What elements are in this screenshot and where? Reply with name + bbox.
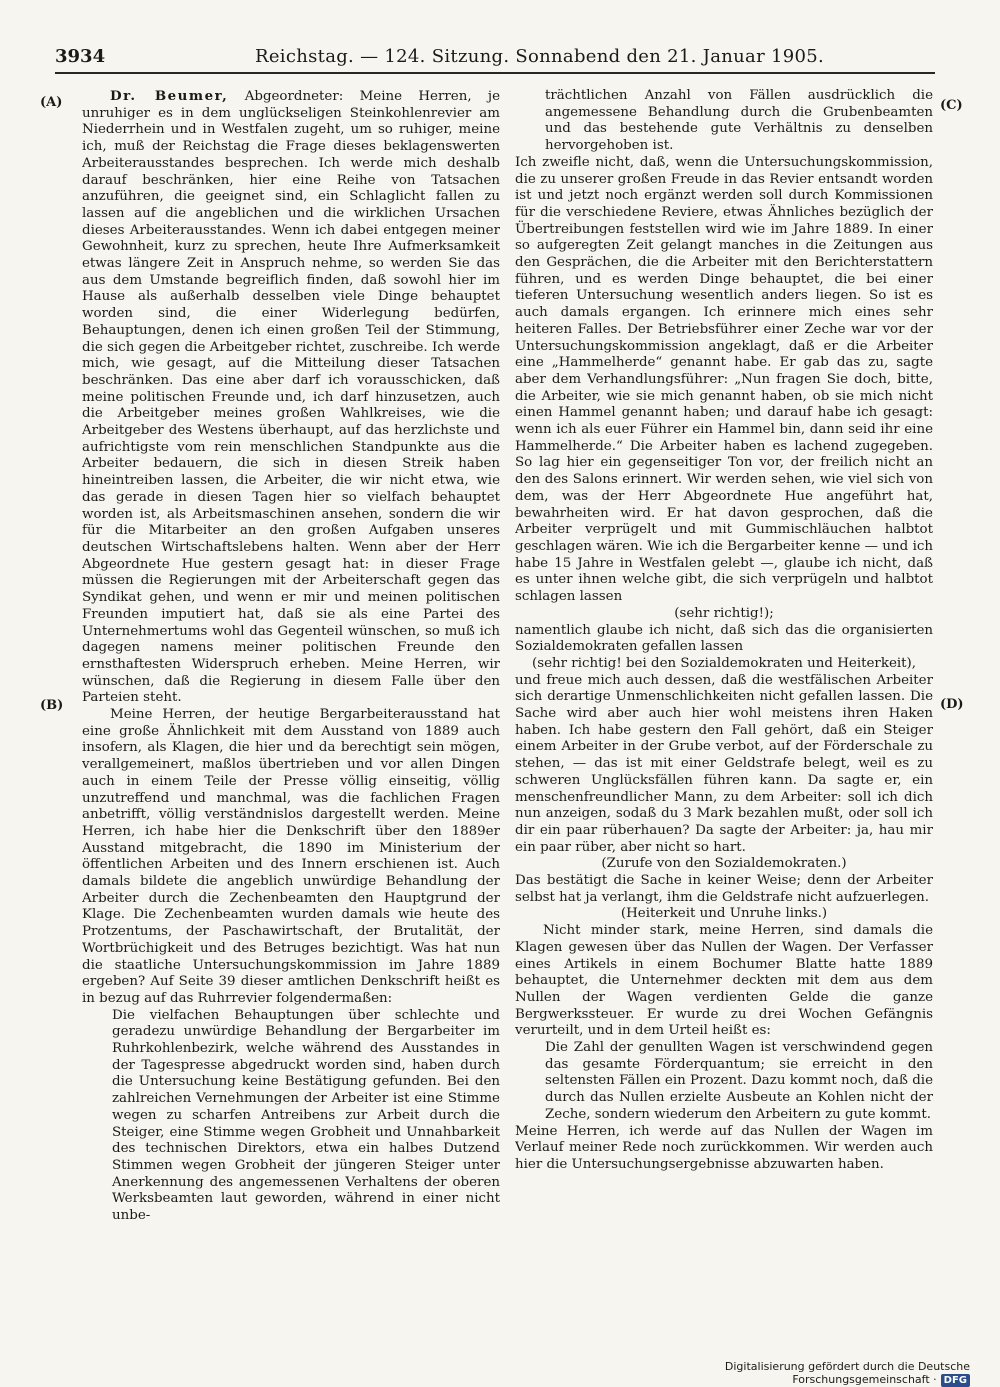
paragraph: namentlich glaube ich nicht, daß sich das die organisierten Sozialdemokraten gefallen lassen <box>515 622 933 655</box>
interjection: (Heiterkeit und Unruhe links.) <box>620 906 828 922</box>
paragraph: Ich zweifle nicht, daß, wenn die Untersuchungskommission, die zu unserer großen Freude in das Revier entsandt worden ist und jetzt noch ergänzt werden soll durch Kommissionen für die verschiedene Reviere, etwas Ähnliches bezüglich der Übertreibungen feststellen wird wie im Jahre 1889. In einer so aufgeregten Zeit gelangt manches in die Zeitungen aus den Gesprächen, die die Arbeiter mit den Berichterstattern führen, und es werden Dinge behauptet, die bei einer tieferen Untersuchung wesentlich anders liegen. So ist es auch damals ergangen. Ich erinnere mich eines sehr heiteren Falles. Der Betriebsführer einer Zeche war vor der Untersuchungskommission angeklagt, daß er die Arbeiter eine „Hammelherde“ genannt habe. Er gab das zu, sagte aber dem Verhandlungsführer: „Nun fragen Sie doch, bitte, die Arbeiter, wie sie mich genannt haben, ob sie mich nicht einen Hammel genannt haben; und darauf habe ich gesagt: wenn ich als euer Führer ein Hammel bin, dann seid ihr eine Hammelherde.“ Die Arbeiter haben es lachend zugegeben. So lag hier ein gegenseitiger Ton vor, der freilich nicht an den des Salons erinnert. Wir werden sehen, wie viel sich von dem, was der Herr Abgeordnete Hue angeführt hat, bewahrheiten wird. Er hat davon gesprochen, daß die Arbeiter verprügelt und mit Gummischläuchen halbtot geschlagen wären. Wie ich die Bergarbeiter kenne — und ich habe 15 Jahre in Westfalen gelebt —, glaube ich nicht, daß es unter ihnen welche gibt, die sich verprügeln und halbtot schlagen lassen <box>515 154 933 605</box>
speaker-name: Dr. Beumer, <box>110 88 229 104</box>
speech-text: Abgeordneter: Meine Herren, je unruhiger es in dem unglückseligen Steinkohlenrevier am Niederrhein und in Westfalen zugeht, um so ruhiger, meine ich, muß der Reichstag die Frage dieses beklagenswerten Arbeiterausstandes besprechen. Ich werde mich deshalb darauf beschränken, hier eine Reihe von Tatsachen anzuführen, die geeignet sind, ein Schlaglicht fallen zu lassen auf die angeblichen und die wirklichen Ursachen dieses Arbeiterausstandes. Wenn ich dabei entgegen meiner Gewohnheit, kurz zu sprechen, heute Ihre Aufmerksamkeit etwas längere Zeit in Anspruch nehme, so werden Sie das aus dem Umstande begreiflich finden, daß sowohl hier im Hause als außerhalb desselben viele Dinge behauptet worden sind, die einer Widerlegung bedürfen, Behauptungen, denen ich einen großen Teil der Stimmung, die sich gegen die Arbeitgeber richtet, zuschreibe. Ich werde mich, wie gesagt, auf die Mitteilung dieser Tatsachen beschränken. Das eine aber darf ich vorausschicken, daß meine politischen Freunde und, ich darf hinzusetzen, auch die Arbeitgeber meines großen Wahlkreises, wie die Arbeitgeber des Westens überhaupt, auf das herzlichste und aufrichtigste vom rein menschlichen Standpunkte aus die Arbeiter bedauern, die sich in diesen Streik haben hineintreiben lassen, die Arbeiter, die wir nicht etwa, wie das gerade in diesen Tagen hier so vielfach behauptet worden ist, als Arbeitsmaschinen ansehen, sondern die wir für die Mitarbeiter an den großen Aufgaben unseres deutschen Wirtschaftslebens halten. Wenn aber der Herr Abgeordnete Hue gestern gesagt hat: in dieser Frage müssen die Regierungen mit der Arbeiterschaft gegen das Syndikat gehen, und wenn er mir und meinen politischen Freunden imputiert hat, daß sie als eine Partei des Unternehmertums wohl das Gegenteil wünschen, so muß ich dagegen namens meiner politischen Freunde den ernsthaftesten Widerspruch erheben. Meine Herren, wir wünschen, daß die Regierung in diesem Falle über den Parteien steht. <box>82 89 500 706</box>
page-number: 3934 <box>55 46 106 67</box>
interjection: (sehr richtig! bei den Sozialdemokraten und Heiterkeit), <box>531 655 917 671</box>
margin-marker-d: (D) <box>940 697 964 712</box>
page-header <box>55 44 935 74</box>
right-column <box>515 88 933 1328</box>
paragraph: Meine Herren, ich werde auf das Nullen der Wagen im Verlauf meiner Rede noch zurückkommen. Wir werden auch hier die Untersuchungsergebnisse abzuwarten haben. <box>515 1123 933 1172</box>
margin-marker-c: (C) <box>940 98 963 113</box>
dfg-logo: DFG <box>941 1374 970 1387</box>
paragraph: Nicht minder stark, meine Herren, sind damals die Klagen gewesen über das Nullen der Wagen. Der Verfasser eines Artikels in einem Bochumer Blatte hatte 1889 behauptet, die Unternehmer deckten mit dem aus dem Nullen der Wagen verdienten Gelde die ganze Bergwerkssteuer. Er wurde zu drei Wochen Gefängnis verurteilt, und in dem Urteil heißt es: <box>515 923 933 1039</box>
paragraph: Meine Herren, der heutige Bergarbeiterausstand hat eine große Ähnlichkeit mit dem Ausstand von 1889 auch insofern, als Klagen, die hier und da berechtigt sein mögen, verallgemeinert, maßlos übertrieben und vor allen Dingen auch in einem Teile der Presse völlig einseitig, völlig unzutreffend und manchmal, was die fachlichen Fragen anbetrifft, völlig verständnislos dargestellt werden. Meine Herren, ich habe hier die Denkschrift über den 1889er Ausstand mitgebracht, die 1890 im Ministerium der öffentlichen Arbeiten und des Innern erschienen ist. Auch damals bildete die angeblich unwürdige Behandlung der Arbeiter durch die Zechenbeamten den Hauptgrund der Klage. Die Zechenbeamten wurden damals wie heute des Protzentums, der Paschawirtschaft, der Brutalität, der Wortbrüchigkeit und des Betruges bezichtigt. Was hat nun die staatliche Untersuchungskommission im Jahre 1889 ergeben? Auf Seite 39 dieser amtlichen Denkschrift heißt es in bezug auf das Ruhrrevier folgendermaßen: <box>82 707 500 1006</box>
left-column <box>82 88 500 1328</box>
running-title: Reichstag. — 124. Sitzung. Sonnabend den 21. Januar 1905. <box>255 46 825 67</box>
block-quote: Die Zahl der genullten Wagen ist verschwindend gegen das gesamte Förderquantum; sie erreicht in den seltensten Fällen ein Prozent. Dazu kommt noch, daß die durch das Nullen erzielte Ausbeute an Kohlen nicht der Zeche, sondern wiederum den Arbeitern zu gute kommt. <box>545 1040 933 1122</box>
margin-marker-b: (B) <box>40 698 64 713</box>
footer-credit <box>590 1360 970 1386</box>
footer-text: Digitalisierung gefördert durch die Deutsche Forschungsgemeinschaft · <box>724 1360 970 1386</box>
paragraph: Das bestätigt die Sache in keiner Weise; denn der Arbeiter selbst hat ja verlangt, ihm die Geldstrafe nicht aufzuerlegen. <box>515 873 933 905</box>
block-quote-continued: trächtlichen Anzahl von Fällen ausdrücklich die angemessene Behandlung durch die Grubenbeamten und das bestehende gute Verhältnis zu denselben hervorgehoben ist. <box>545 88 933 154</box>
block-quote: Die vielfachen Behauptungen über schlechte und geradezu unwürdige Behandlung der Bergarbeiter im Ruhrkohlenbezirk, welche während des Ausstandes in der Tagespresse abgedruckt worden sind, haben durch die Untersuchung keine Bestätigung gefunden. Bei den zahlreichen Vernehmungen der Arbeiter ist eine Stimme wegen zu scharfen Antreibens zur Arbeit durch die Steiger, eine Stimme wegen Grobheit und Unnahbarkeit des technischen Direktors, etwa ein halbes Dutzend Stimmen wegen Grobheit der jüngeren Steiger unter Anerkennung des angemessenen Verhaltens der oberen Werksbeamten laut geworden, während in einer nicht unbe- <box>112 1007 500 1224</box>
interjection: (Zurufe von den Sozialdemokraten.) <box>601 856 847 872</box>
paragraph <box>82 88 500 707</box>
paragraph: und freue mich auch dessen, daß die westfälischen Arbeiter sich derartige Unmenschlichkeiten nicht gefallen lassen. Die Sache wird aber auch hier wohl meistens ihren Haken haben. Ich habe gestern den Fall gehört, daß ein Steiger einem Arbeiter in der Grube verbot, auf der Förderschale zu stehen, — das ist mit einer Geldstrafe belegt, weil es zu schweren Unglücksfällen führen kann. Da sagte er, ein menschenfreundlicher Mann, zu dem Arbeiter: soll ich dich nun anzeigen, sodaß du 3 Mark bezahlen mußt, oder soll ich dir ein paar rüberhauen? Da sagte der Arbeiter: ja, hau mir ein paar rüber, aber nicht so hart. <box>515 672 933 855</box>
interjection: (sehr richtig!); <box>674 605 774 621</box>
margin-marker-a: (A) <box>40 95 63 110</box>
